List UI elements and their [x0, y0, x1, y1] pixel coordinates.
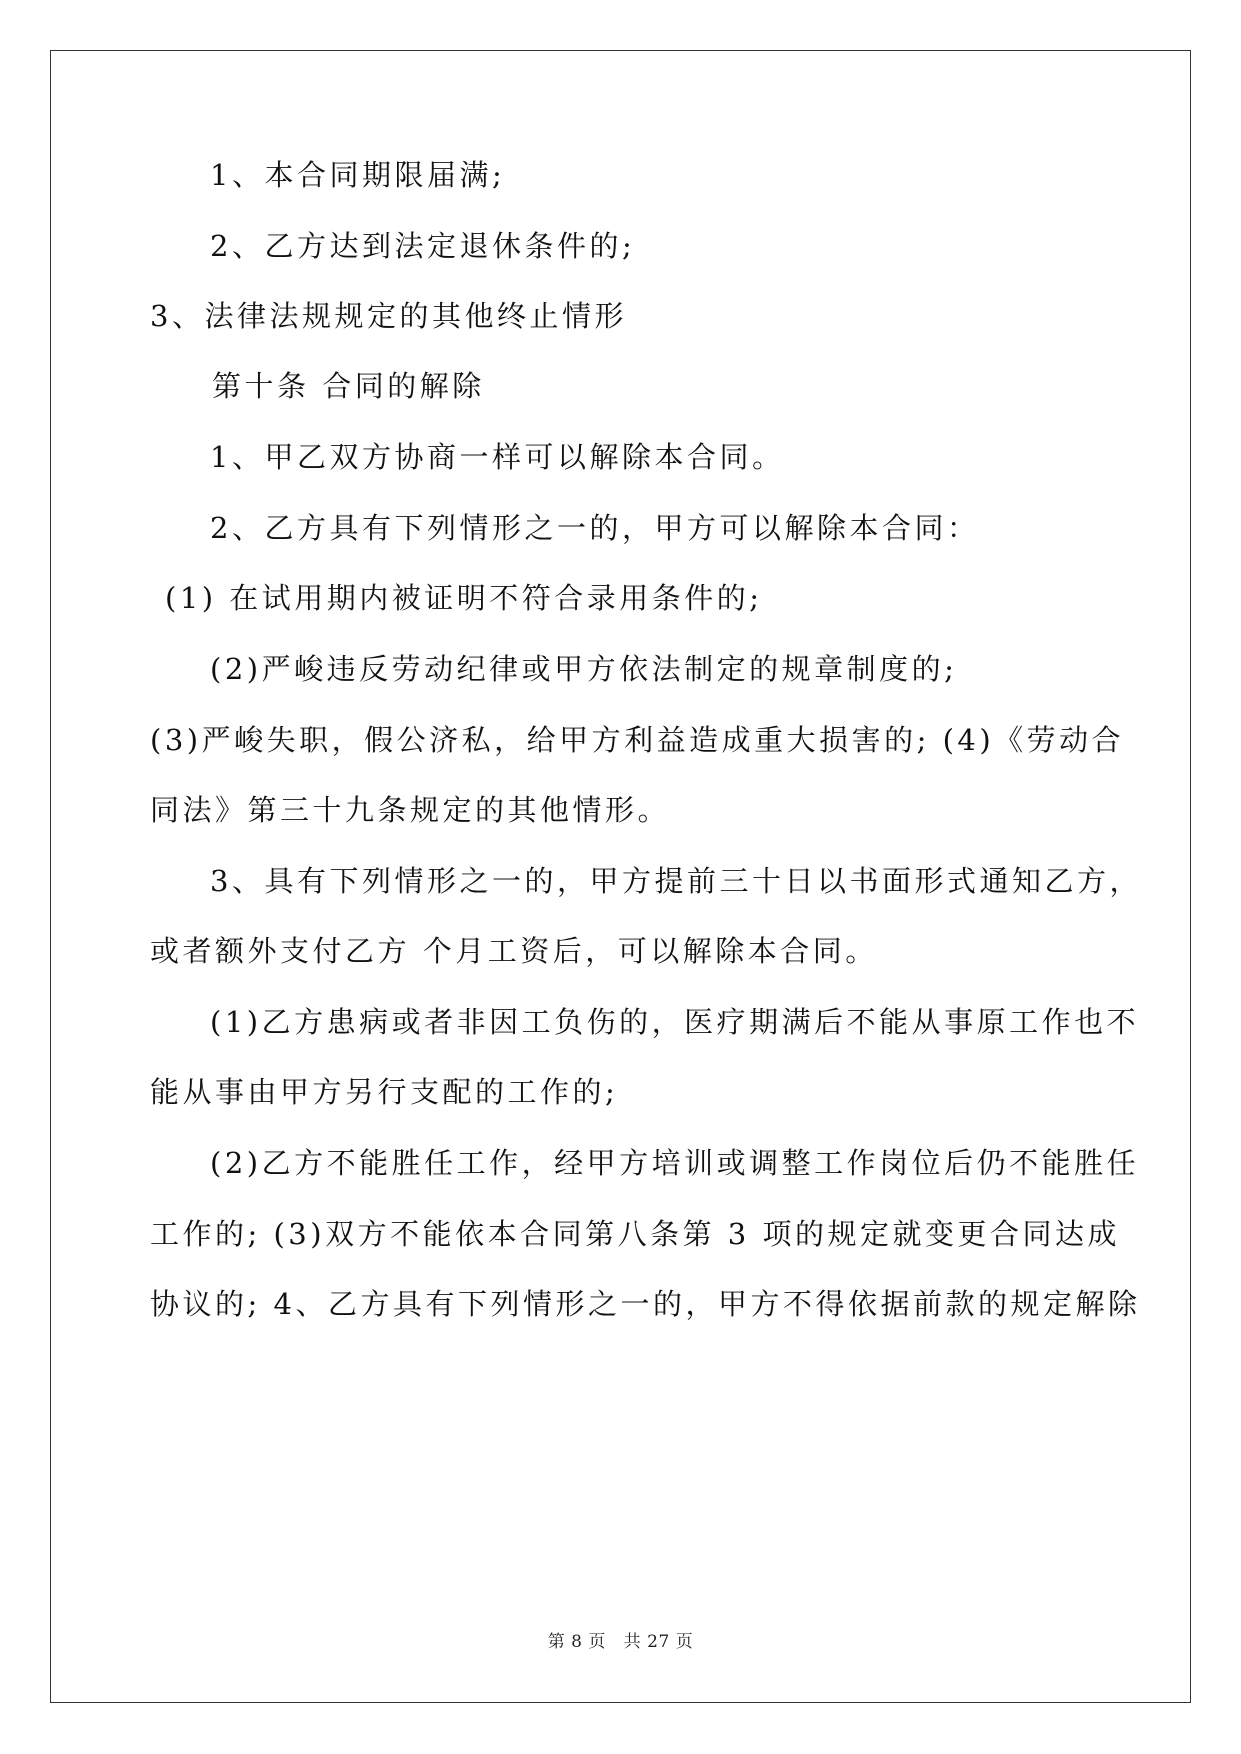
clause-line-17: 协议的; 4、乙方具有下列情形之一的，甲方不得依据前款的规定解除: [150, 1287, 1141, 1321]
clause-line-7: (1) 在试用期内被证明不符合录用条件的;: [165, 581, 763, 615]
clause-line-10: 同法》第三十九条规定的其他情形。: [150, 793, 671, 827]
clause-line-14: 能从事由甲方另行支配的工作的;: [150, 1075, 619, 1109]
clause-line-5: 1、甲乙双方协商一样可以解除本合同。: [210, 440, 785, 474]
clause-line-11: 3、具有下列情形之一的，甲方提前三十日以书面形式通知乙方，: [210, 864, 1142, 898]
page-total: 共 27 页: [623, 1632, 694, 1652]
clause-line-12: 或者额外支付乙方 个月工资后，可以解除本合同。: [150, 934, 878, 968]
clause-line-16: 工作的; (3)双方不能依本合同第八条第 3 项的规定就变更合同达成: [150, 1217, 1120, 1251]
clause-line-2: 2、乙方达到法定退休条件的;: [210, 229, 636, 263]
clause-line-15: (2)乙方不能胜任工作，经甲方培训或调整工作岗位后仍不能胜任: [210, 1146, 1140, 1180]
clause-line-9: (3)严峻失职，假公济私，给甲方利益造成重大损害的; (4)《劳动合: [150, 723, 1125, 757]
clause-line-6: 2、乙方具有下列情形之一的，甲方可以解除本合同：: [210, 511, 980, 545]
clause-line-1: 1、本合同期限届满;: [210, 158, 506, 192]
clause-line-8: (2)严峻违反劳动纪律或甲方依法制定的规章制度的;: [210, 652, 958, 686]
section-heading: 第十条 合同的解除: [212, 369, 485, 403]
page-footer: [0, 1627, 1241, 1652]
clause-line-3: 3、法律法规规定的其他终止情形: [150, 299, 627, 333]
clause-line-13: (1)乙方患病或者非因工负伤的，医疗期满后不能从事原工作也不: [210, 1005, 1140, 1039]
page-number: 第 8 页: [547, 1632, 606, 1652]
